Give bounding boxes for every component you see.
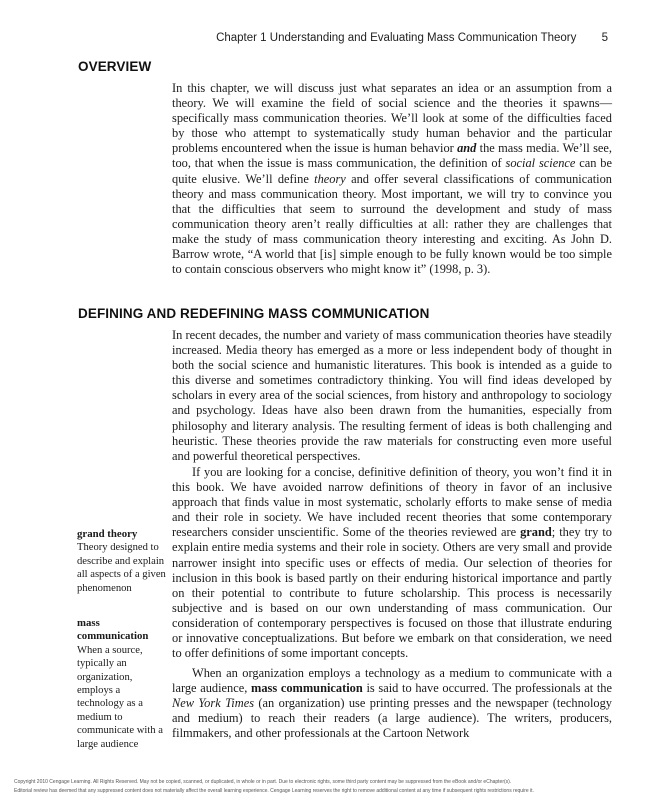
overview-emphasis-social-science: social science xyxy=(505,156,576,171)
margin-term: mass communication xyxy=(77,617,149,643)
overview-emphasis-theory: theory xyxy=(314,171,346,186)
defining-paragraph-1: In recent decades, the number and variety of mass communication theories have steadily increased. Media theory has emerged as a more or less independent body of thought in both the social science and humanistic literatures. This book is intended as a guide to this diverse and sometimes contradictory thinking. You will find ideas developed by scholars in every area of the social sciences, from history and anthropology to sociology and psychology. Ideas have also been drawn from the humanities, especially from philosophy and literary analysis. The resulting ferment of ideas is both challenging and heuristic. These theories provide the raw materials for constructing even more useful and powerful theoretical perspectives. xyxy=(172,328,612,463)
defining-p3-term-mass-communication: mass communication xyxy=(251,681,363,696)
running-head xyxy=(216,32,608,44)
defining-heading: DEFINING AND REDEFINING MASS COMMUNICATION xyxy=(78,306,430,321)
overview-text-2: the mass media. We’ll see, too, that when the issue is mass communication, the definition of xyxy=(172,141,612,171)
running-title: Chapter 1 Understanding and Evaluating Mass Communication Theory xyxy=(216,32,577,44)
defining-p3-text-3: (an organization) use printing presses and the newspaper (technology and medium) to reach their readers (a large audience). The writers, producers, filmmakers, and other professionals at the Cartoon Network xyxy=(172,696,612,741)
margin-definition: When a source, typically an organization, employs a technology as a medium to communicate with a large audience xyxy=(77,644,163,750)
margin-note-grand-theory xyxy=(77,528,167,595)
page-number: 5 xyxy=(601,32,608,44)
copyright-line-2: Editorial review has deemed that any suppressed content does not materially affect the overall learning experience. Cengage Learning reserves the right to remove additional content at any time if subsequent rights restrictions require it. xyxy=(14,788,534,794)
defining-p2-text-2: ; they try to explain entire media systems and their role in society. Others are very small and provide narrower insight into specific uses or effects of media. Our selection of theories for inclusion in this book is based partly on their enduring historical importance and partly on their potential to contribute to future scholarship. This process is necessarily subjective and is based on our own understanding of mass communication. Our consideration of contemporary perspectives is focused on those that illustrate enduring or innovative conceptualizations. But before we embark on that consideration, we need to offer definitions of some important concepts. xyxy=(172,525,612,661)
overview-emphasis-and: and xyxy=(457,141,477,156)
defining-p2-term-grand: grand xyxy=(520,525,552,540)
defining-p3-text-1: When an organization employs a technology as a medium to communicate with a large audience, xyxy=(172,666,612,696)
defining-p3-title-nyt: New York Times xyxy=(172,696,255,711)
defining-p2-text-1: If you are looking for a concise, definitive definition of theory, you won’t find it in this book. We have avoided narrow definitions of theory in favor of an inclusive approach that finds value in most systematic, scholarly efforts to make sense of media and their role in society. We have included recent theories that some contemporary researchers consider unscientific. Some of the theories reviewed are xyxy=(172,465,612,540)
overview-text-1: In this chapter, we will discuss just what separates an idea or an assumption from a theory. We will examine the field of social science and the theories it spawns—specifically mass communication theories. We’ll look at some of the difficulties faced by those who attempt to systematically study human behavior and the particular problems encountered when the issue is human behavior xyxy=(172,81,612,156)
defining-paragraph-2 xyxy=(172,465,612,661)
margin-definition: Theory designed to describe and explain all aspects of a given phenomenon xyxy=(77,542,166,594)
overview-text-4: and offer several classifications of communication theory and mass communication theory. Most important, we will try to convince you that the difficulties that seem to surround the development and study of mass communication theory aren’t really difficulties at all: rather they are challenges that make the study of mass communication theory interesting and exciting. As John D. Barrow wrote, “A world that [is] simple enough to be fully known would be too simple to contain conscious observers who might know it” (1998, p. 3). xyxy=(172,171,612,277)
defining-paragraph-3 xyxy=(172,666,612,741)
margin-note-mass-communication xyxy=(77,617,167,751)
copyright-line-1: Copyright 2010 Cengage Learning. All Rights Reserved. May not be copied, scanned, or duplicated, in whole or in part. Due to electronic rights, some third party content may be suppressed from the eBook and/or eChapter(s). xyxy=(14,779,512,785)
margin-term: grand theory xyxy=(77,528,138,540)
overview-paragraph xyxy=(172,81,612,277)
defining-p3-text-2: is said to have occurred. The professionals at the xyxy=(362,681,613,696)
overview-text-3: can be quite elusive. We’ll define xyxy=(172,156,612,186)
overview-heading: OVERVIEW xyxy=(78,59,152,74)
